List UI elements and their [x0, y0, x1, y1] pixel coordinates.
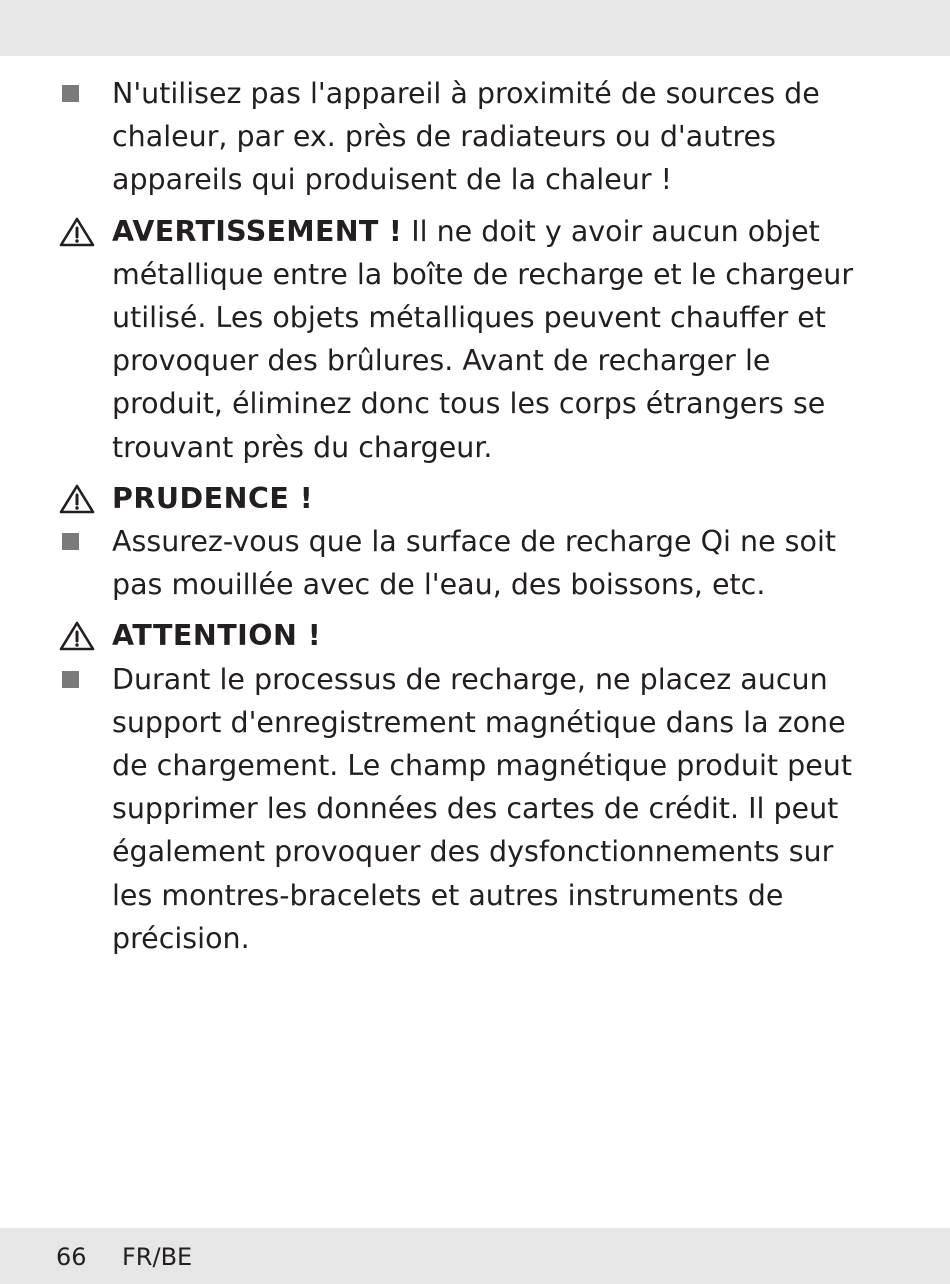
list-item-text: Durant le processus de recharge, ne placez aucun support d'enregistrement magnétique dans la zone de chargement. Le champ magnétique produit peut supprimer les données des cartes de crédit. Il peut également provoquer des dysfonctionnements sur les montres-bracelets et autres instruments de précision. — [112, 662, 852, 955]
warning-triangle-icon — [58, 620, 96, 652]
warning-block — [0, 210, 872, 469]
warning-triangle-icon — [58, 483, 96, 515]
prudence-heading: PRUDENCE ! — [112, 481, 314, 515]
attention-heading-block — [0, 614, 872, 657]
list-item-qi-surface — [0, 520, 872, 606]
header-bar — [0, 0, 950, 56]
language-code: FR/BE — [122, 1243, 193, 1271]
prudence-heading-block — [0, 477, 872, 520]
square-bullet-icon — [62, 671, 79, 688]
page-content — [0, 72, 950, 960]
list-item-text: Assurez-vous que la surface de recharge Qi ne soit pas mouillée avec de l'eau, des boissons, etc. — [112, 525, 837, 602]
list-item-magnetic-media — [0, 658, 872, 960]
page-number: 66 — [56, 1243, 87, 1271]
warning-text: Il ne doit y avoir aucun objet métallique entre la boîte de recharge et le chargeur utilisé. Les objets métalliques peuvent chauffer et provoquer des brûlures. Avant de recharger le produit, éliminez donc tous les corps étrangers se trouvant près du chargeur. — [112, 214, 854, 464]
warning-triangle-icon — [58, 216, 96, 248]
square-bullet-icon — [62, 533, 79, 550]
attention-heading: ATTENTION ! — [112, 619, 322, 653]
list-item-text: N'utilisez pas l'appareil à proximité de sources de chaleur, par ex. près de radiateurs ou d'autres appareils qui produisent de la chaleur ! — [112, 77, 820, 197]
square-bullet-icon — [62, 85, 79, 102]
warning-label: AVERTISSEMENT ! — [112, 214, 403, 248]
warning-paragraph — [112, 210, 872, 469]
list-item-heat-sources — [0, 72, 872, 202]
